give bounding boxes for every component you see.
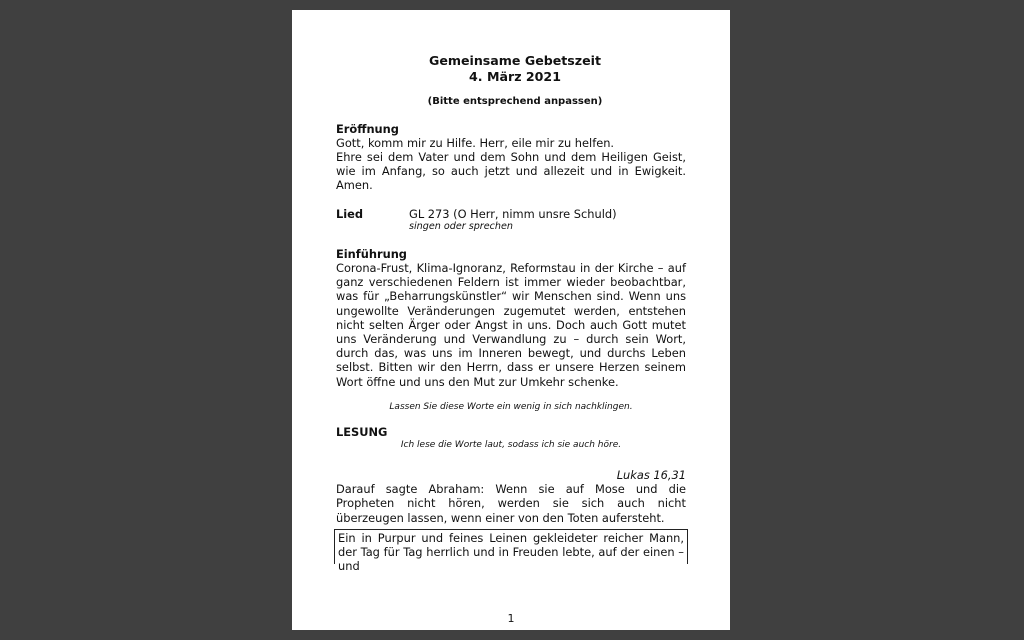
reading-reference: Lukas 16,31 xyxy=(616,468,686,483)
introduction-heading: Einführung xyxy=(336,246,407,261)
opening-line-1: Gott, komm mir zu Hilfe. Herr, eile mir zu helfen. xyxy=(336,135,615,150)
title-line-2: 4. März 2021 xyxy=(469,68,561,84)
song-text: GL 273 (O Herr, nimm unsre Schuld) xyxy=(409,206,617,221)
song-label: Lied xyxy=(336,206,364,221)
reading-verse: Darauf sagte Abraham: Wenn sie auf Mose und die Propheten nicht hören, werden sie sich auch nicht überzeugen lassen, wenn einer von den Toten aufersteht. xyxy=(336,482,686,525)
reading-boxed-text: Ein in Purpur und feines Leinen gekleideter reicher Mann, der Tag für Tag herrlich und in Freuden lebte, auf der einen – und xyxy=(334,529,688,564)
document-title xyxy=(344,53,686,85)
opening-heading: Eröffnung xyxy=(336,121,399,136)
reading-heading: LESUNG xyxy=(336,424,388,439)
title-line-1: Gemeinsame Gebetszeit xyxy=(428,53,602,68)
document-page xyxy=(292,10,730,630)
reading-note: Ich lese die Worte laut, sodass ich sie auch höre. xyxy=(400,440,622,451)
page-number: 1 xyxy=(507,612,515,625)
song-instruction: singen oder sprechen xyxy=(409,220,513,232)
introduction-text: Corona-Frust, Klima-Ignoranz, Reformstau in der Kirche – auf ganz verschiedenen Feldern ist immer wieder beobachtbar, was für „Beharrungskünstler“ wir Menschen sind. Wenn uns ungewollte Veränderungen zugemutet werden, entstehen nicht selten Ärger oder Angst in uns. Doch auch Gott mutet uns Veränderung und Verwandlung zu – durch sein Wort, durch das, was uns im Inneren bewegt, und durchs Leben selbst. Bitten wir den Herrn, dass er unsere Herzen seinem Wort öffne und uns den Mut zur Umkehr schenke. xyxy=(336,261,686,389)
opening-line-2: Ehre sei dem Vater und dem Sohn und dem Heiligen Geist, wie im Anfang, so auch jetzt und allezeit und in Ewigkeit. Amen. xyxy=(336,150,686,193)
page-content xyxy=(336,53,686,574)
song-row xyxy=(336,207,686,221)
adjust-hint: (Bitte entsprechend anpassen) xyxy=(427,95,603,107)
introduction-note: Lassen Sie diese Worte ein wenig in sich nachklingen. xyxy=(389,401,633,412)
